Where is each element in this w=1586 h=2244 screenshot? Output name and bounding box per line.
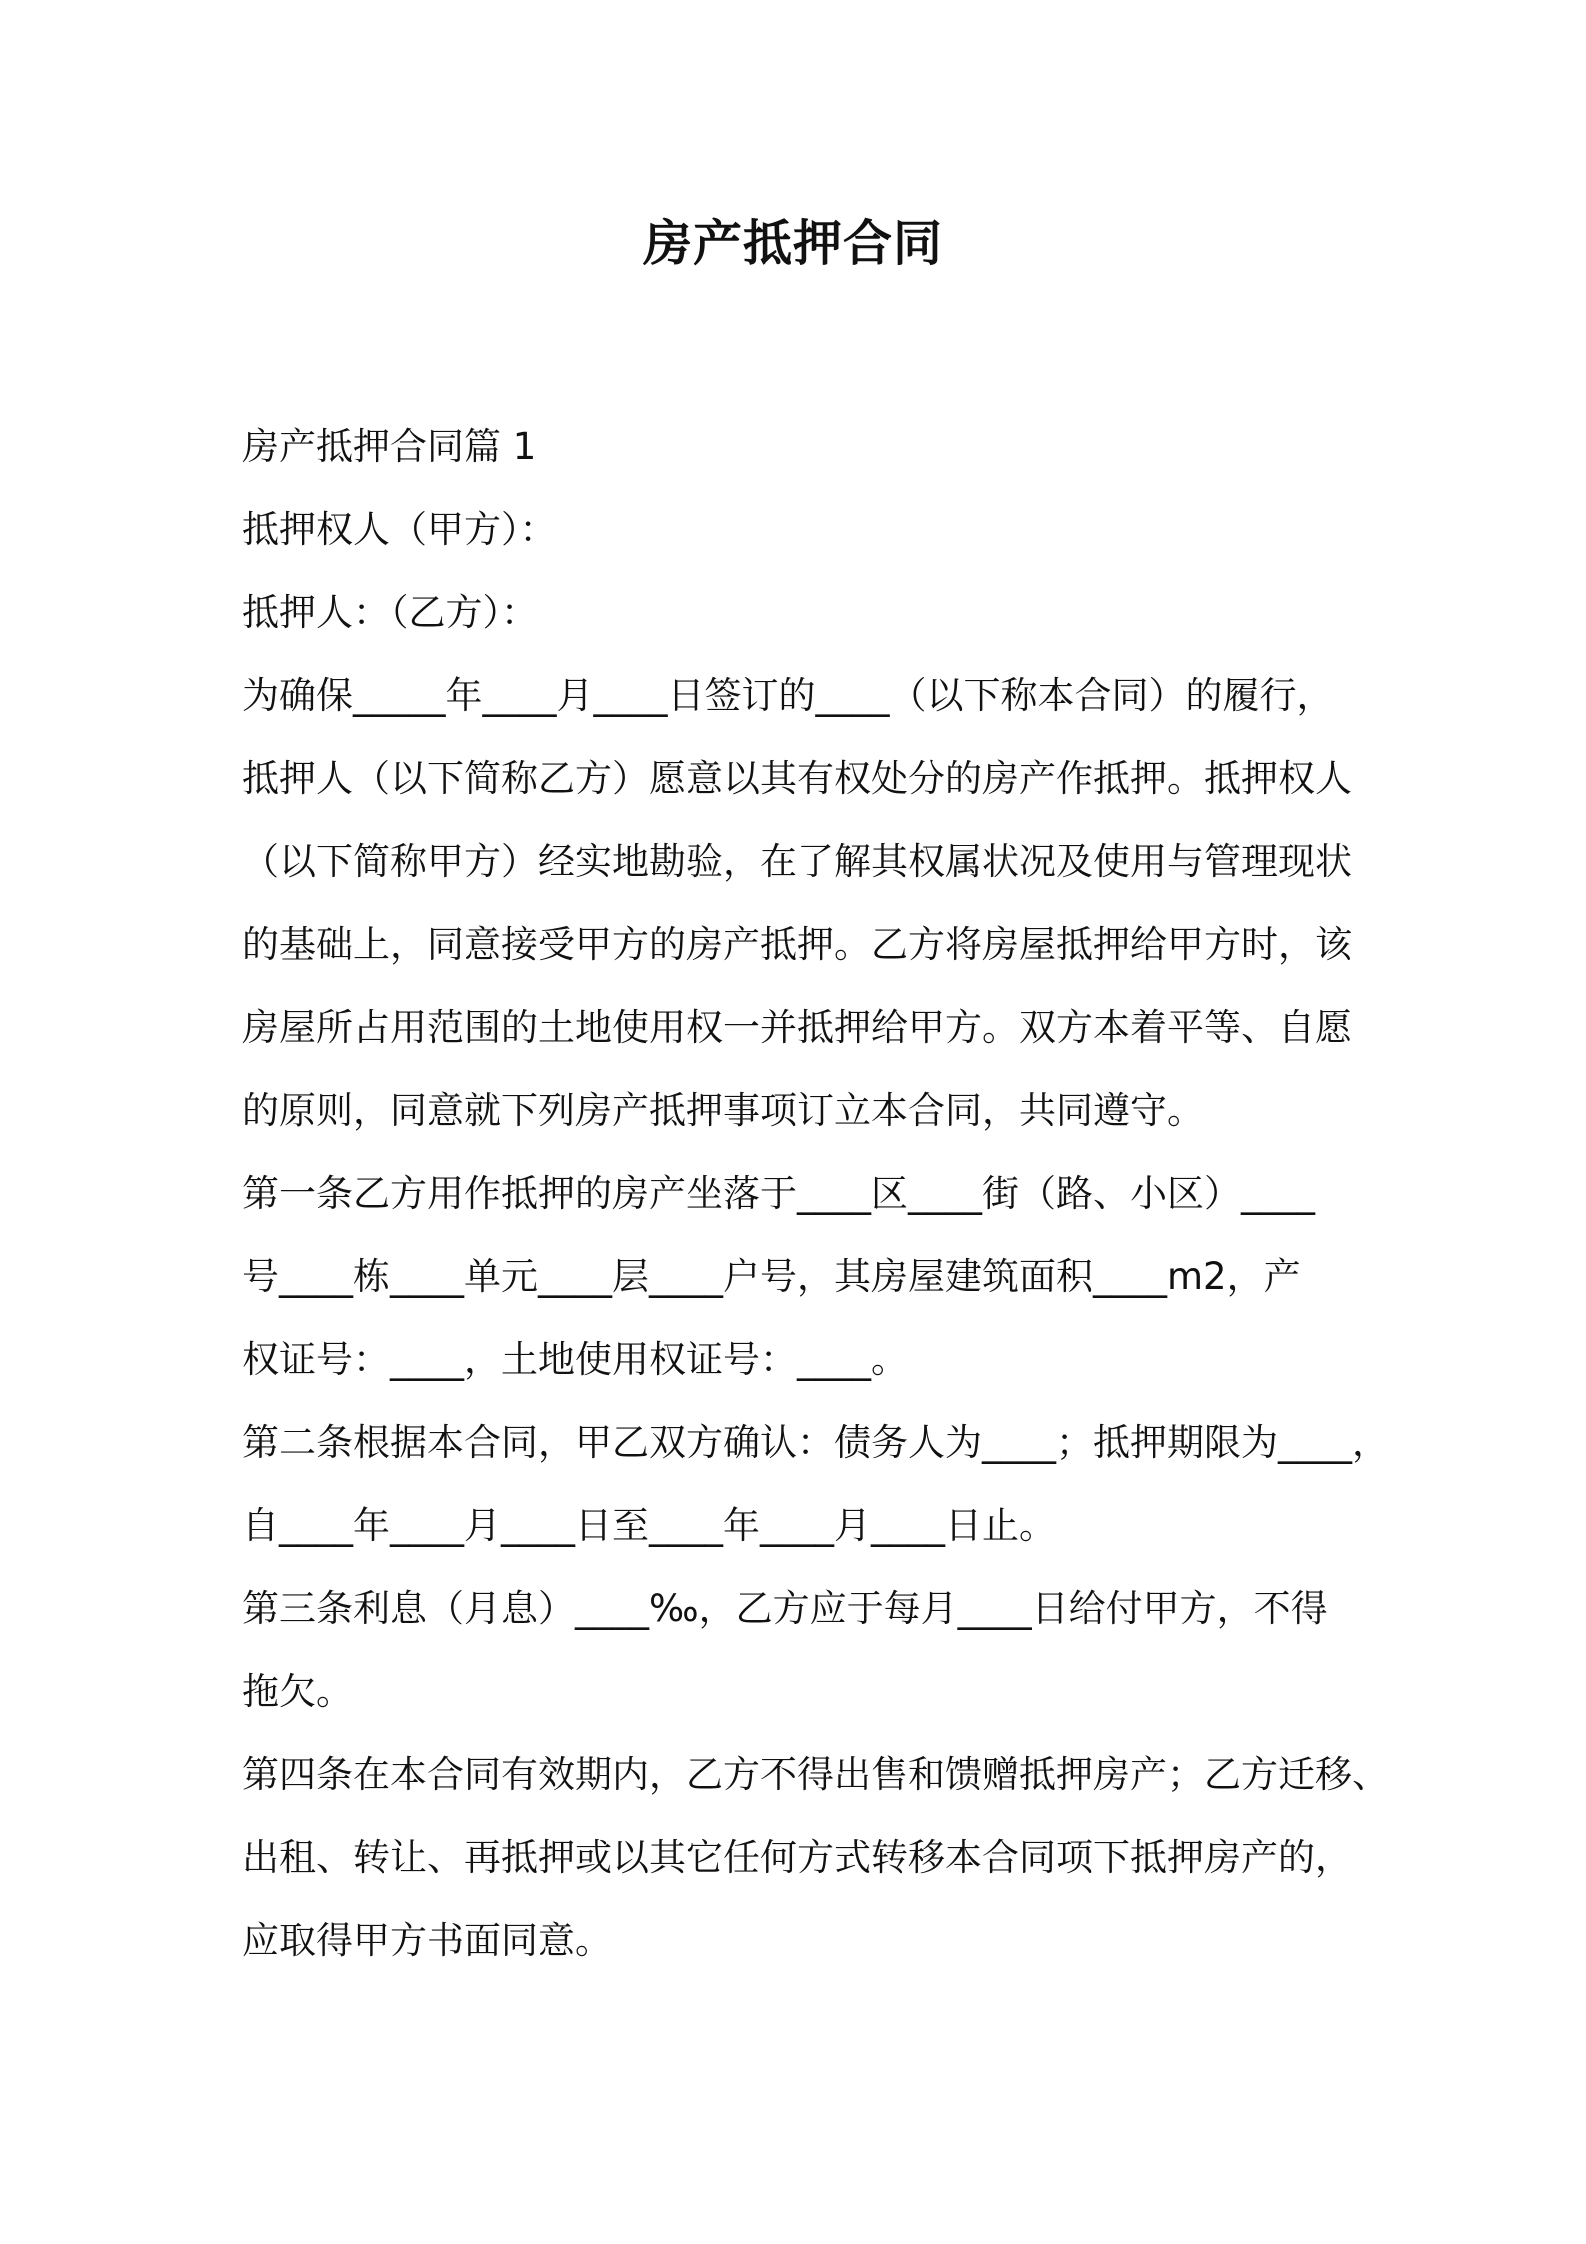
text-line: 出租、转让、再抵押或以其它任何方式转移本合同项下抵押房产的， (242, 1836, 1352, 1879)
document-title: 房产抵押合同 (642, 215, 943, 272)
text-line: 房产抵押合同篇 1 (242, 425, 537, 468)
text-line: （以下简称甲方）经实地勘验，在了解其权属状况及使用与管理现状 (242, 840, 1352, 883)
document-body (242, 405, 1389, 1982)
text-line: 号____栋____单元____层____户号，其房屋建筑面积____m2，产 (242, 1255, 1301, 1298)
text-line: 拖欠。 (242, 1670, 353, 1713)
text-line: 的基础上，同意接受甲方的房产抵押。乙方将房屋抵押给甲方时，该 (242, 923, 1352, 966)
text-line: 抵押人（以下简称乙方）愿意以其有权处分的房产作抵押。抵押权人 (242, 757, 1352, 800)
text-line: 房屋所占用范围的土地使用权一并抵押给甲方。双方本着平等、自愿 (242, 1006, 1352, 1049)
text-line: 第四条在本合同有效期内，乙方不得出售和馈赠抵押房产；乙方迁移、 (242, 1753, 1389, 1796)
text-line: 第二条根据本合同，甲乙双方确认：债务人为____；抵押期限为____， (242, 1421, 1389, 1464)
text-line: 自____年____月____日至____年____月____日止。 (242, 1504, 1056, 1547)
text-line: 抵押权人（甲方）： (242, 508, 557, 551)
text-line: 第一条乙方用作抵押的房产坐落于____区____街（路、小区）____ (242, 1172, 1315, 1215)
text-line: 抵押人：（乙方）： (242, 591, 538, 634)
text-line: 应取得甲方书面同意。 (242, 1919, 612, 1962)
text-line: 权证号：____，土地使用权证号：____。 (242, 1338, 908, 1381)
text-line: 为确保_____年____月____日签订的____（以下称本合同）的履行， (242, 674, 1334, 717)
text-line: 第三条利息（月息）____‰，乙方应于每月____日给付甲方，不得 (242, 1587, 1328, 1630)
text-line: 的原则，同意就下列房产抵押事项订立本合同，共同遵守。 (242, 1089, 1204, 1132)
